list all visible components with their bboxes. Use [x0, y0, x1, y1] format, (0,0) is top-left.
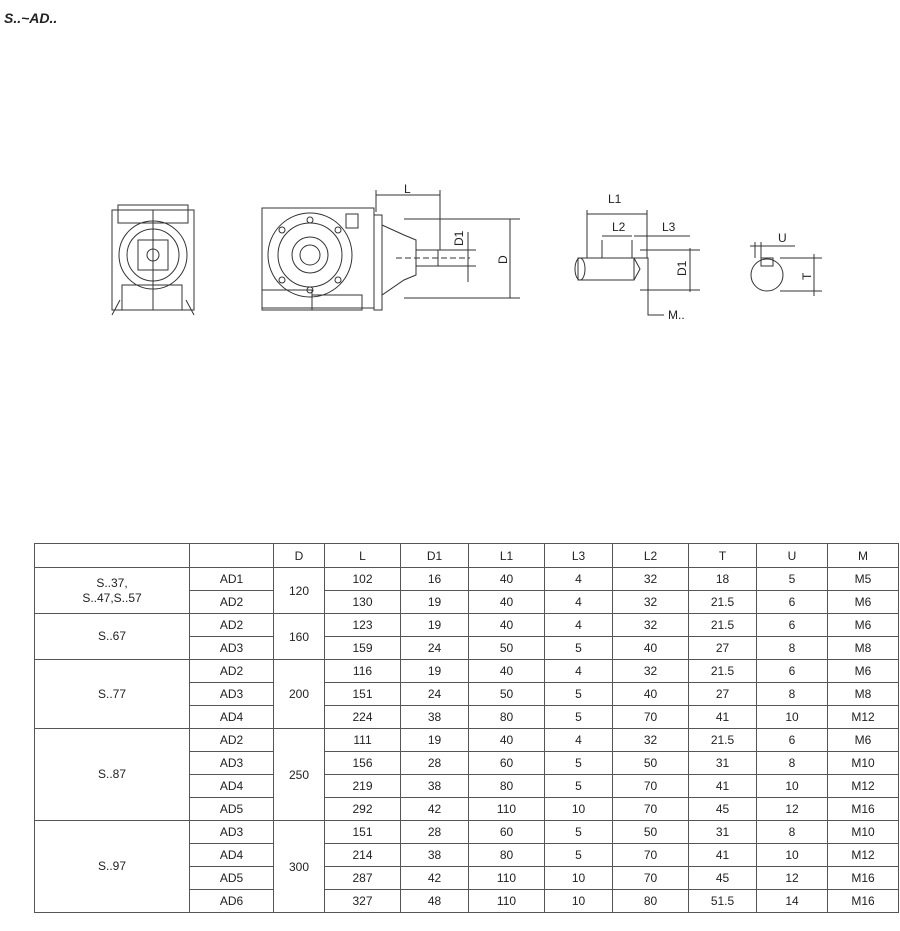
value-cell: 219 [325, 775, 401, 798]
table-row [35, 568, 899, 591]
adapter-cell: AD4 [190, 844, 274, 867]
value-cell: 214 [325, 844, 401, 867]
value-cell: 21.5 [689, 614, 757, 637]
value-cell: 4 [545, 591, 613, 614]
value-cell: 14 [757, 890, 828, 913]
series-cell: S..77 [35, 660, 190, 729]
value-cell: 8 [757, 683, 828, 706]
dim-label-M: M.. [668, 308, 685, 322]
dim-label-T: T [800, 272, 814, 280]
value-cell: 50 [469, 637, 545, 660]
value-cell: 40 [469, 614, 545, 637]
value-cell: 5 [545, 775, 613, 798]
dim-label-L1: L1 [608, 192, 622, 206]
value-cell: 4 [545, 568, 613, 591]
value-cell: 70 [613, 844, 689, 867]
value-cell: 6 [757, 660, 828, 683]
adapter-cell: AD2 [190, 591, 274, 614]
diameter-cell: 160 [274, 614, 325, 660]
value-cell: 151 [325, 821, 401, 844]
value-cell: 40 [469, 729, 545, 752]
dim-label-U: U [778, 231, 787, 245]
value-cell: M5 [828, 568, 899, 591]
value-cell: M10 [828, 821, 899, 844]
header-cell [35, 544, 190, 568]
header-cell [190, 544, 274, 568]
value-cell: M8 [828, 637, 899, 660]
value-cell: M8 [828, 683, 899, 706]
value-cell: 70 [613, 706, 689, 729]
value-cell: 5 [545, 683, 613, 706]
header-cell: L1 [469, 544, 545, 568]
value-cell: M16 [828, 890, 899, 913]
value-cell: 4 [545, 660, 613, 683]
value-cell: 10 [545, 867, 613, 890]
value-cell: 19 [401, 660, 469, 683]
value-cell: M12 [828, 844, 899, 867]
value-cell: 50 [613, 752, 689, 775]
adapter-cell: AD3 [190, 683, 274, 706]
value-cell: 27 [689, 683, 757, 706]
value-cell: 40 [469, 660, 545, 683]
value-cell: 28 [401, 752, 469, 775]
value-cell: M6 [828, 660, 899, 683]
value-cell: M6 [828, 729, 899, 752]
value-cell: 19 [401, 729, 469, 752]
value-cell: 6 [757, 591, 828, 614]
value-cell: M12 [828, 706, 899, 729]
value-cell: 80 [469, 844, 545, 867]
value-cell: 156 [325, 752, 401, 775]
value-cell: 5 [757, 568, 828, 591]
header-cell: L [325, 544, 401, 568]
value-cell: 5 [545, 821, 613, 844]
value-cell: 102 [325, 568, 401, 591]
adapter-cell: AD5 [190, 867, 274, 890]
value-cell: 10 [757, 706, 828, 729]
value-cell: 151 [325, 683, 401, 706]
value-cell: M16 [828, 798, 899, 821]
value-cell: 8 [757, 637, 828, 660]
value-cell: M6 [828, 614, 899, 637]
value-cell: 32 [613, 591, 689, 614]
value-cell: 24 [401, 683, 469, 706]
value-cell: 6 [757, 614, 828, 637]
value-cell: 38 [401, 775, 469, 798]
value-cell: 38 [401, 706, 469, 729]
dim-label-D1-shaft: D1 [675, 260, 689, 276]
value-cell: 18 [689, 568, 757, 591]
value-cell: 31 [689, 752, 757, 775]
value-cell: M10 [828, 752, 899, 775]
table-row [35, 821, 899, 844]
value-cell: 123 [325, 614, 401, 637]
header-cell: L2 [613, 544, 689, 568]
header-cell: D1 [401, 544, 469, 568]
value-cell: 32 [613, 568, 689, 591]
value-cell: 10 [545, 890, 613, 913]
adapter-cell: AD5 [190, 798, 274, 821]
value-cell: 45 [689, 867, 757, 890]
adapter-cell: AD2 [190, 729, 274, 752]
adapter-cell: AD6 [190, 890, 274, 913]
dim-label-L2: L2 [612, 220, 626, 234]
value-cell: 4 [545, 729, 613, 752]
value-cell: M16 [828, 867, 899, 890]
series-cell: S..67 [35, 614, 190, 660]
series-cell: S..37, S..47,S..57 [35, 568, 190, 614]
diameter-cell: 120 [274, 568, 325, 614]
value-cell: 111 [325, 729, 401, 752]
dim-label-D1: D1 [452, 230, 466, 246]
value-cell: 5 [545, 637, 613, 660]
value-cell: 38 [401, 844, 469, 867]
series-cell: S..87 [35, 729, 190, 821]
dim-label-L: L [404, 182, 411, 196]
value-cell: 116 [325, 660, 401, 683]
value-cell: 21.5 [689, 729, 757, 752]
dim-label-L3: L3 [662, 220, 676, 234]
table-header-row [35, 544, 899, 568]
value-cell: 60 [469, 752, 545, 775]
value-cell: 41 [689, 844, 757, 867]
value-cell: 24 [401, 637, 469, 660]
value-cell: M12 [828, 775, 899, 798]
dimension-table [34, 543, 899, 913]
adapter-cell: AD1 [190, 568, 274, 591]
header-cell: T [689, 544, 757, 568]
value-cell: 4 [545, 614, 613, 637]
value-cell: 8 [757, 752, 828, 775]
value-cell: 42 [401, 867, 469, 890]
gearbox-side-view [112, 205, 194, 315]
value-cell: 32 [613, 660, 689, 683]
value-cell: 45 [689, 798, 757, 821]
value-cell: 27 [689, 637, 757, 660]
value-cell: 41 [689, 706, 757, 729]
adapter-cell: AD3 [190, 821, 274, 844]
value-cell: 42 [401, 798, 469, 821]
value-cell: 40 [469, 591, 545, 614]
value-cell: 12 [757, 798, 828, 821]
table-row [35, 660, 899, 683]
value-cell: 48 [401, 890, 469, 913]
value-cell: 19 [401, 614, 469, 637]
value-cell: 60 [469, 821, 545, 844]
value-cell: 10 [757, 844, 828, 867]
value-cell: 50 [613, 821, 689, 844]
value-cell: 292 [325, 798, 401, 821]
table-row [35, 614, 899, 637]
value-cell: 21.5 [689, 591, 757, 614]
dim-label-D: D [496, 255, 510, 264]
value-cell: 12 [757, 867, 828, 890]
value-cell: 16 [401, 568, 469, 591]
value-cell: 40 [613, 637, 689, 660]
header-cell: L3 [545, 544, 613, 568]
value-cell: 80 [469, 775, 545, 798]
adapter-cell: AD4 [190, 706, 274, 729]
header-cell: D [274, 544, 325, 568]
value-cell: 41 [689, 775, 757, 798]
value-cell: 50 [469, 683, 545, 706]
value-cell: 32 [613, 614, 689, 637]
value-cell: 40 [469, 568, 545, 591]
value-cell: 110 [469, 867, 545, 890]
value-cell: 70 [613, 867, 689, 890]
header-cell: U [757, 544, 828, 568]
header-cell: M [828, 544, 899, 568]
page-title: S..~AD.. [4, 10, 58, 26]
value-cell: 8 [757, 821, 828, 844]
value-cell: 80 [613, 890, 689, 913]
gearbox-front-view [262, 190, 520, 310]
value-cell: 21.5 [689, 660, 757, 683]
value-cell: 40 [613, 683, 689, 706]
shaft-section-view [750, 242, 822, 296]
value-cell: 80 [469, 706, 545, 729]
value-cell: 327 [325, 890, 401, 913]
value-cell: 287 [325, 867, 401, 890]
value-cell: 110 [469, 798, 545, 821]
value-cell: 70 [613, 798, 689, 821]
table-row [35, 729, 899, 752]
diameter-cell: 250 [274, 729, 325, 821]
value-cell: 10 [545, 798, 613, 821]
value-cell: 110 [469, 890, 545, 913]
adapter-cell: AD2 [190, 614, 274, 637]
value-cell: M6 [828, 591, 899, 614]
series-cell: S..97 [35, 821, 190, 913]
value-cell: 32 [613, 729, 689, 752]
table-body [35, 568, 899, 913]
value-cell: 70 [613, 775, 689, 798]
value-cell: 5 [545, 752, 613, 775]
technical-drawing [0, 150, 900, 350]
value-cell: 31 [689, 821, 757, 844]
adapter-cell: AD3 [190, 637, 274, 660]
value-cell: 19 [401, 591, 469, 614]
value-cell: 130 [325, 591, 401, 614]
value-cell: 5 [545, 706, 613, 729]
value-cell: 159 [325, 637, 401, 660]
value-cell: 5 [545, 844, 613, 867]
value-cell: 6 [757, 729, 828, 752]
adapter-cell: AD4 [190, 775, 274, 798]
diameter-cell: 300 [274, 821, 325, 913]
value-cell: 10 [757, 775, 828, 798]
adapter-cell: AD2 [190, 660, 274, 683]
value-cell: 28 [401, 821, 469, 844]
value-cell: 224 [325, 706, 401, 729]
value-cell: 51.5 [689, 890, 757, 913]
adapter-cell: AD3 [190, 752, 274, 775]
diameter-cell: 200 [274, 660, 325, 729]
